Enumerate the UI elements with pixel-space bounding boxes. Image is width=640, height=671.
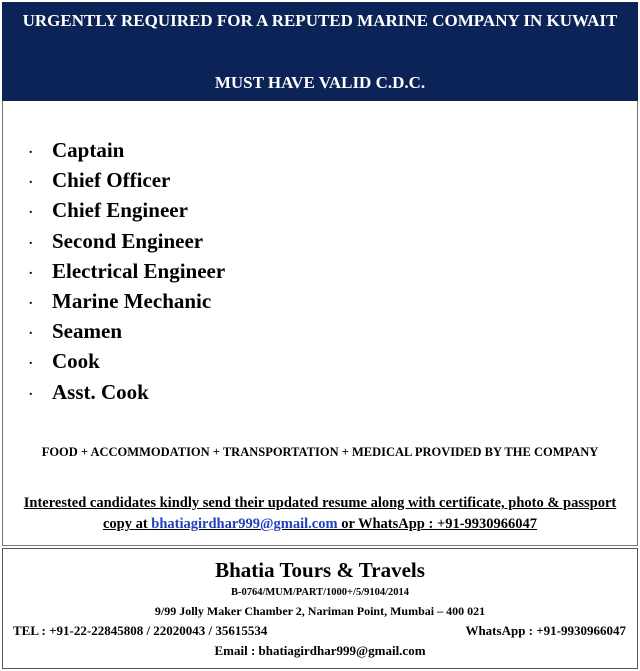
bullet-marker: . [29, 142, 33, 157]
headline: URGENTLY REQUIRED FOR A REPUTED MARINE COMPANY IN KUWAIT [22, 11, 618, 30]
bullet-marker: . [29, 323, 33, 339]
footer-whatsapp: WhatsApp : +91-9930966047 [465, 623, 626, 638]
position-item [0, 135, 225, 165]
apply-instructions [14, 493, 626, 535]
apply-text-after: or WhatsApp : +91-9930966047 [337, 516, 538, 532]
position-title: Chief Officer [52, 168, 171, 193]
position-item [0, 316, 225, 346]
bullet-marker: . [29, 172, 33, 188]
position-item [0, 256, 225, 286]
position-item [0, 286, 225, 316]
position-title: Chief Engineer [52, 198, 188, 223]
requirement: MUST HAVE VALID C.D.C. [214, 73, 426, 92]
benefits-text: FOOD + ACCOMMODATION + TRANSPORTATION + MEDICAL PROVIDED BY THE COMPANY [41, 445, 599, 459]
bullet-marker: . [29, 202, 33, 218]
position-title: Second Engineer [52, 228, 204, 253]
bullet-marker: . [29, 292, 33, 308]
apply-email-link[interactable]: bhatiagirdhar999@gmail.com [151, 516, 338, 532]
position-title: Asst. Cook [52, 379, 149, 404]
position-title: Electrical Engineer [52, 258, 226, 283]
position-item [0, 195, 225, 225]
bullet-marker: . [29, 383, 33, 399]
positions-list [0, 135, 225, 407]
bullet-marker: . [29, 262, 33, 278]
apply-text-before: Interested candidates kindly send their updated resume along with certificate, photo & passport copy at [23, 495, 617, 532]
company-name: Bhatia Tours & Travels [215, 558, 425, 582]
bullet-marker: . [29, 232, 33, 248]
telephone-numbers: TEL : +91-22-22845808 / 22020043 / 35615534 [13, 623, 268, 638]
header-banner [2, 2, 638, 101]
position-title: Cook [52, 349, 100, 374]
position-item [0, 226, 225, 256]
position-item [0, 346, 225, 376]
position-title: Seamen [52, 319, 122, 344]
bullet-marker: . [29, 353, 33, 369]
company-address: 9/99 Jolly Maker Chamber 2, Nariman Point, Mumbai – 400 021 [154, 604, 486, 618]
position-item [0, 165, 225, 195]
licence-number: B-0764/MUM/PART/1000+/5/9104/2014 [230, 587, 410, 598]
position-item [0, 377, 225, 407]
position-title: Marine Mechanic [52, 288, 212, 313]
position-title: Captain [52, 138, 125, 162]
footer-email: Email : bhatiagirdhar999@gmail.com [214, 643, 426, 658]
